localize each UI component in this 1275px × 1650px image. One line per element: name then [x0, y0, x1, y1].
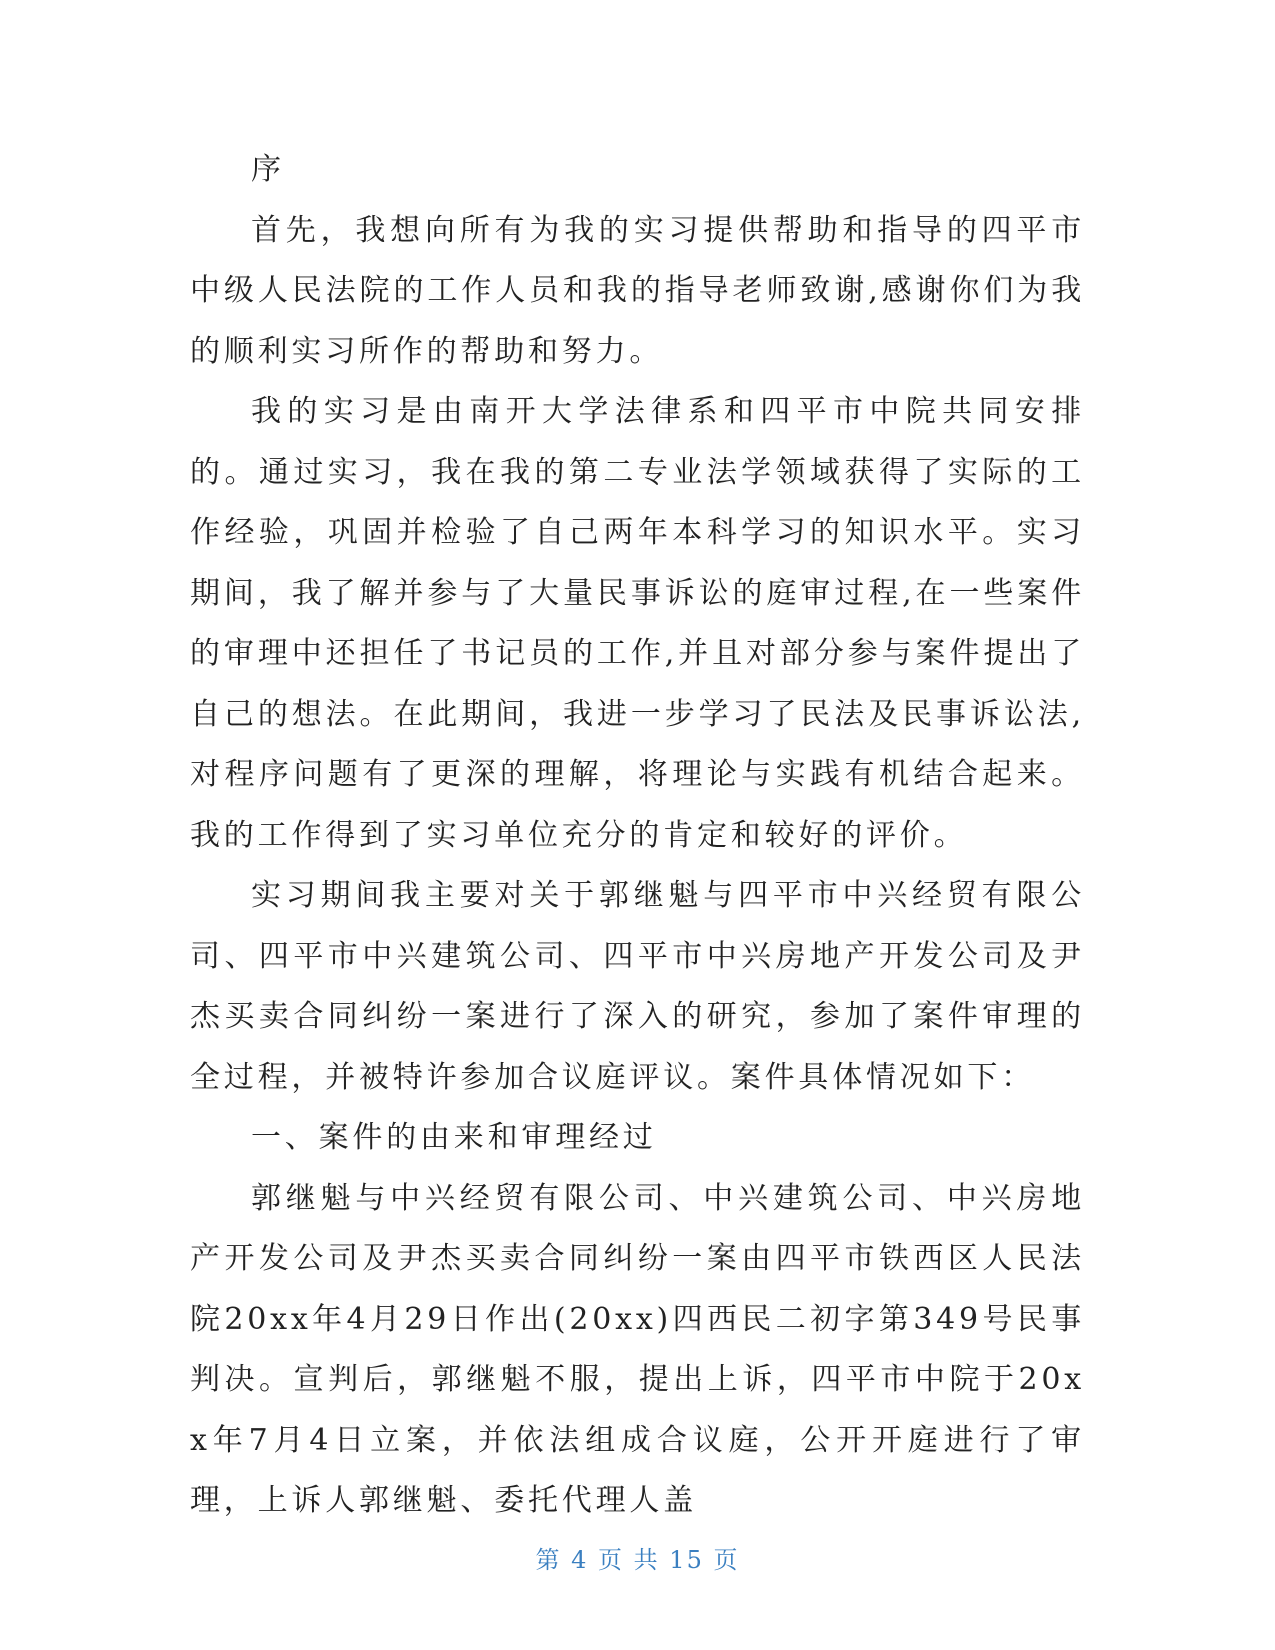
page-footer	[0, 1540, 1275, 1575]
preface-heading: 序	[251, 152, 285, 187]
document-body	[190, 140, 1085, 1532]
section-heading-case-origin: 一、案件的由来和审理经过	[251, 1120, 657, 1155]
paragraph-case-intro: 实习期间我主要对关于郭继魁与四平市中兴经贸有限公司、四平市中兴建筑公司、四平市中兴房地产开发公司及尹杰买卖合同纠纷一案进行了深入的研究，参加了案件审理的全过程，并被特许参加合议庭评议。案件具体情况如下：	[190, 878, 1085, 1095]
paragraph-internship-overview: 我的实习是由南开大学法律系和四平市中院共同安排的。通过实习，我在我的第二专业法学领域获得了实际的工作经验，巩固并检验了自己两年本科学习的知识水平。实习期间，我了解并参与了大量民事诉讼的庭审过程,在一些案件的审理中还担任了书记员的工作,并且对部分参与案件提出了自己的想法。在此期间，我进一步学习了民法及民事诉讼法,对程序问题有了更深的理解，将理论与实践有机结合起来。我的工作得到了实习单位充分的肯定和较好的评价。	[190, 394, 1085, 853]
paragraph-case-details: 郭继魁与中兴经贸有限公司、中兴建筑公司、中兴房地产开发公司及尹杰买卖合同纠纷一案由四平市铁西区人民法院20xx年4月29日作出(20xx)四西民二初字第349号民事判决。宣判后，郭继魁不服，提出上诉，四平市中院于20xx年7月4日立案，并依法组成合议庭，公开开庭进行了审理，上诉人郭继魁、委托代理人盖	[190, 1180, 1085, 1518]
paragraph-acknowledgement: 首先，我想向所有为我的实习提供帮助和指导的四平市中级人民法院的工作人员和我的指导老师致谢,感谢你们为我的顺利实习所作的帮助和努力。	[190, 212, 1085, 369]
page-number-label: 第 4 页 共 15 页	[535, 1546, 740, 1574]
